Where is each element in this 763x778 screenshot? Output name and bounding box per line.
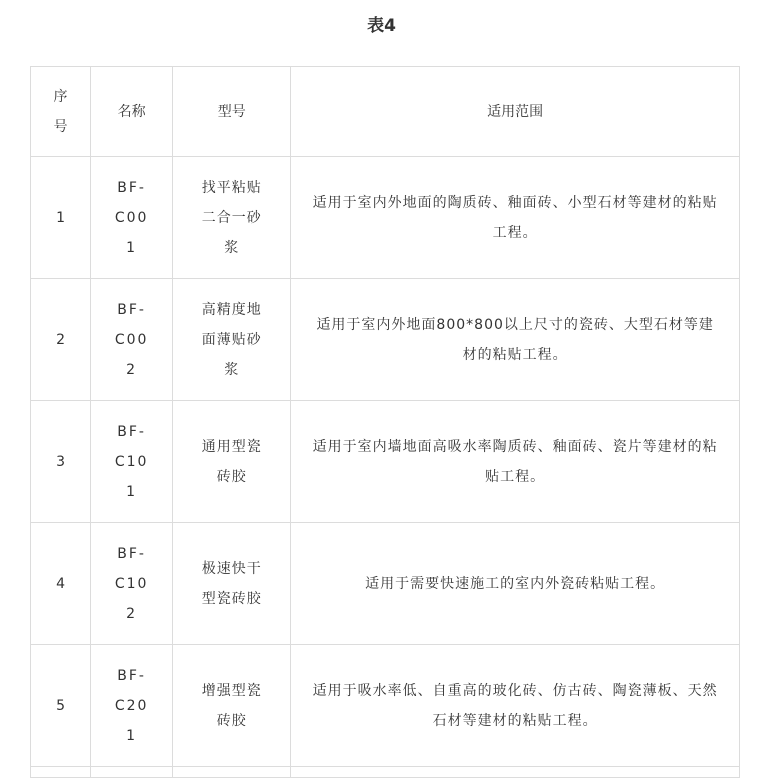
cell-type xyxy=(173,157,291,279)
header-type-label: 型号 xyxy=(217,103,246,120)
cell-type xyxy=(173,401,291,523)
table-row xyxy=(31,157,740,279)
header-name xyxy=(91,67,173,157)
cell-type-text: 找平粘贴二合一砂浆 xyxy=(201,179,262,256)
table-row xyxy=(31,279,740,401)
cell-empty xyxy=(31,767,91,778)
cell-type xyxy=(173,645,291,767)
cell-type-text: 极速快干型瓷砖胶 xyxy=(201,560,262,607)
cell-no: 3 xyxy=(31,401,91,523)
cell-name-text: BF-C201 xyxy=(114,667,149,744)
cell-scope-text: 适用于室内墙地面高吸水率陶质砖、釉面砖、瓷片等建材的粘贴工程。 xyxy=(312,438,718,485)
cell-name-text: BF-C002 xyxy=(114,301,149,378)
cell-name xyxy=(91,523,173,645)
cell-no: 5 xyxy=(31,645,91,767)
table-row xyxy=(31,523,740,645)
cell-empty xyxy=(291,767,740,778)
cell-type-text: 高精度地面薄贴砂浆 xyxy=(201,301,262,378)
cell-name-text: BF-C102 xyxy=(114,545,149,622)
header-type xyxy=(173,67,291,157)
table-title: 表4 xyxy=(367,16,396,36)
cell-scope xyxy=(291,157,740,279)
cell-empty xyxy=(173,767,291,778)
cell-name xyxy=(91,279,173,401)
cell-name xyxy=(91,645,173,767)
header-name-label: 名称 xyxy=(117,103,146,120)
cell-no: 4 xyxy=(31,523,91,645)
cell-scope-text: 适用于室内外地面的陶质砖、釉面砖、小型石材等建材的粘贴工程。 xyxy=(312,194,718,241)
header-no-label: 序号 xyxy=(53,88,68,135)
cell-scope xyxy=(291,401,740,523)
cell-scope xyxy=(291,523,740,645)
cell-name-text: BF-C101 xyxy=(114,423,149,500)
cell-scope xyxy=(291,645,740,767)
cell-empty xyxy=(91,767,173,778)
cell-name xyxy=(91,157,173,279)
header-scope xyxy=(291,67,740,157)
header-scope-label: 适用范围 xyxy=(487,103,544,120)
cell-type-text: 通用型瓷砖胶 xyxy=(201,438,262,485)
table-header-row xyxy=(31,67,740,157)
cell-scope-text: 适用于需要快速施工的室内外瓷砖粘贴工程。 xyxy=(365,575,666,592)
cell-scope-text: 适用于室内外地面800*800以上尺寸的瓷砖、大型石材等建材的粘贴工程。 xyxy=(316,316,714,363)
cell-type xyxy=(173,279,291,401)
cell-type-text: 增强型瓷砖胶 xyxy=(201,682,262,729)
cell-name-text: BF-C001 xyxy=(114,179,149,256)
table-row-cut-off xyxy=(31,767,740,778)
product-table xyxy=(30,66,740,778)
cell-name xyxy=(91,401,173,523)
cell-no: 2 xyxy=(31,279,91,401)
cell-no: 1 xyxy=(31,157,91,279)
table-row xyxy=(31,401,740,523)
cell-scope-text: 适用于吸水率低、自重高的玻化砖、仿古砖、陶瓷薄板、天然石材等建材的粘贴工程。 xyxy=(312,682,718,729)
cell-scope xyxy=(291,279,740,401)
header-no xyxy=(31,67,91,157)
cell-type xyxy=(173,523,291,645)
table-row xyxy=(31,645,740,767)
